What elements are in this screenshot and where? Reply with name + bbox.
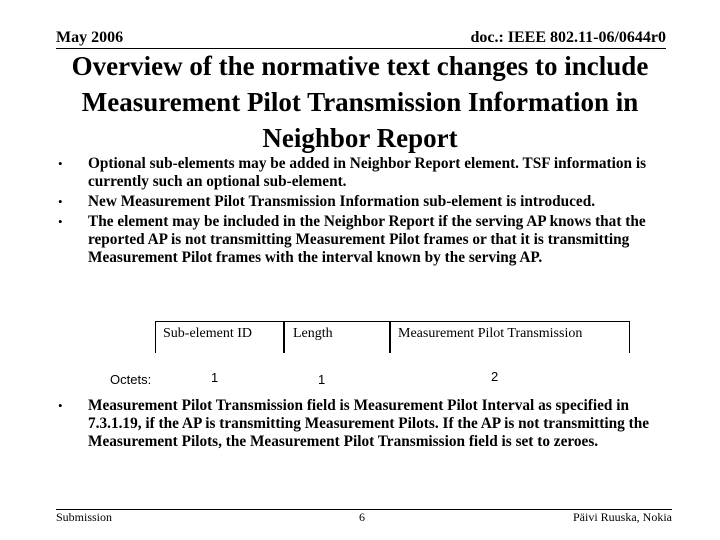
bullet-item	[58, 213, 678, 267]
footer-author: Päivi Ruuska, Nokia	[573, 510, 672, 524]
field-cell-measurement-pilot	[390, 321, 630, 353]
octet-value: 2	[491, 369, 499, 384]
field-cell-length	[284, 321, 390, 353]
bullet-text: Optional sub-elements may be added in Neighbor Report element. TSF information is currently such an optional sub-element.	[88, 155, 647, 190]
bullet-dot: •	[58, 398, 63, 413]
bullet-text: The element may be included in the Neighbor Report if the serving AP knows that the reported AP is not transmitting Measurement Pilot frames or that it is transmitting Measurement Pilot frames with the interval known by the serving AP.	[88, 213, 646, 266]
slide-title: Overview of the normative text changes to include Measurement Pilot Transmission Information in Neighbor Report	[71, 51, 649, 153]
field-label: Measurement Pilot Transmission	[398, 326, 583, 341]
header-date: May 2006	[56, 29, 124, 46]
bullet-item	[58, 155, 678, 191]
bullet-list-after-table	[58, 397, 678, 451]
octet-value: 1	[211, 370, 219, 385]
octets-label: Octets:	[110, 372, 152, 387]
field-cell-subelement-id	[155, 321, 284, 353]
octet-value: 1	[318, 372, 326, 387]
bullet-item	[58, 193, 678, 211]
bullet-item	[58, 397, 678, 451]
footer-submission: Submission	[56, 510, 113, 524]
bullet-dot: •	[58, 214, 63, 229]
bullet-text: Measurement Pilot Transmission field is Measurement Pilot Interval as specified in 7.3.1.19, if the AP is transmitting Measurement Pilots. If the AP is not transmitting the Measurement Pilots, the Measurement Pilot Transmission field is set to zeroes.	[88, 397, 649, 450]
field-label: Length	[293, 326, 333, 341]
header-doc-id: doc.: IEEE 802.11-06/0644r0	[470, 29, 666, 46]
page-number: 6	[359, 510, 365, 524]
field-label: Sub-element ID	[163, 326, 253, 341]
bullet-text: New Measurement Pilot Transmission Information sub-element is introduced.	[88, 193, 596, 210]
bullet-dot: •	[58, 156, 63, 171]
bullet-list	[58, 155, 678, 269]
bullet-dot: •	[58, 194, 63, 209]
